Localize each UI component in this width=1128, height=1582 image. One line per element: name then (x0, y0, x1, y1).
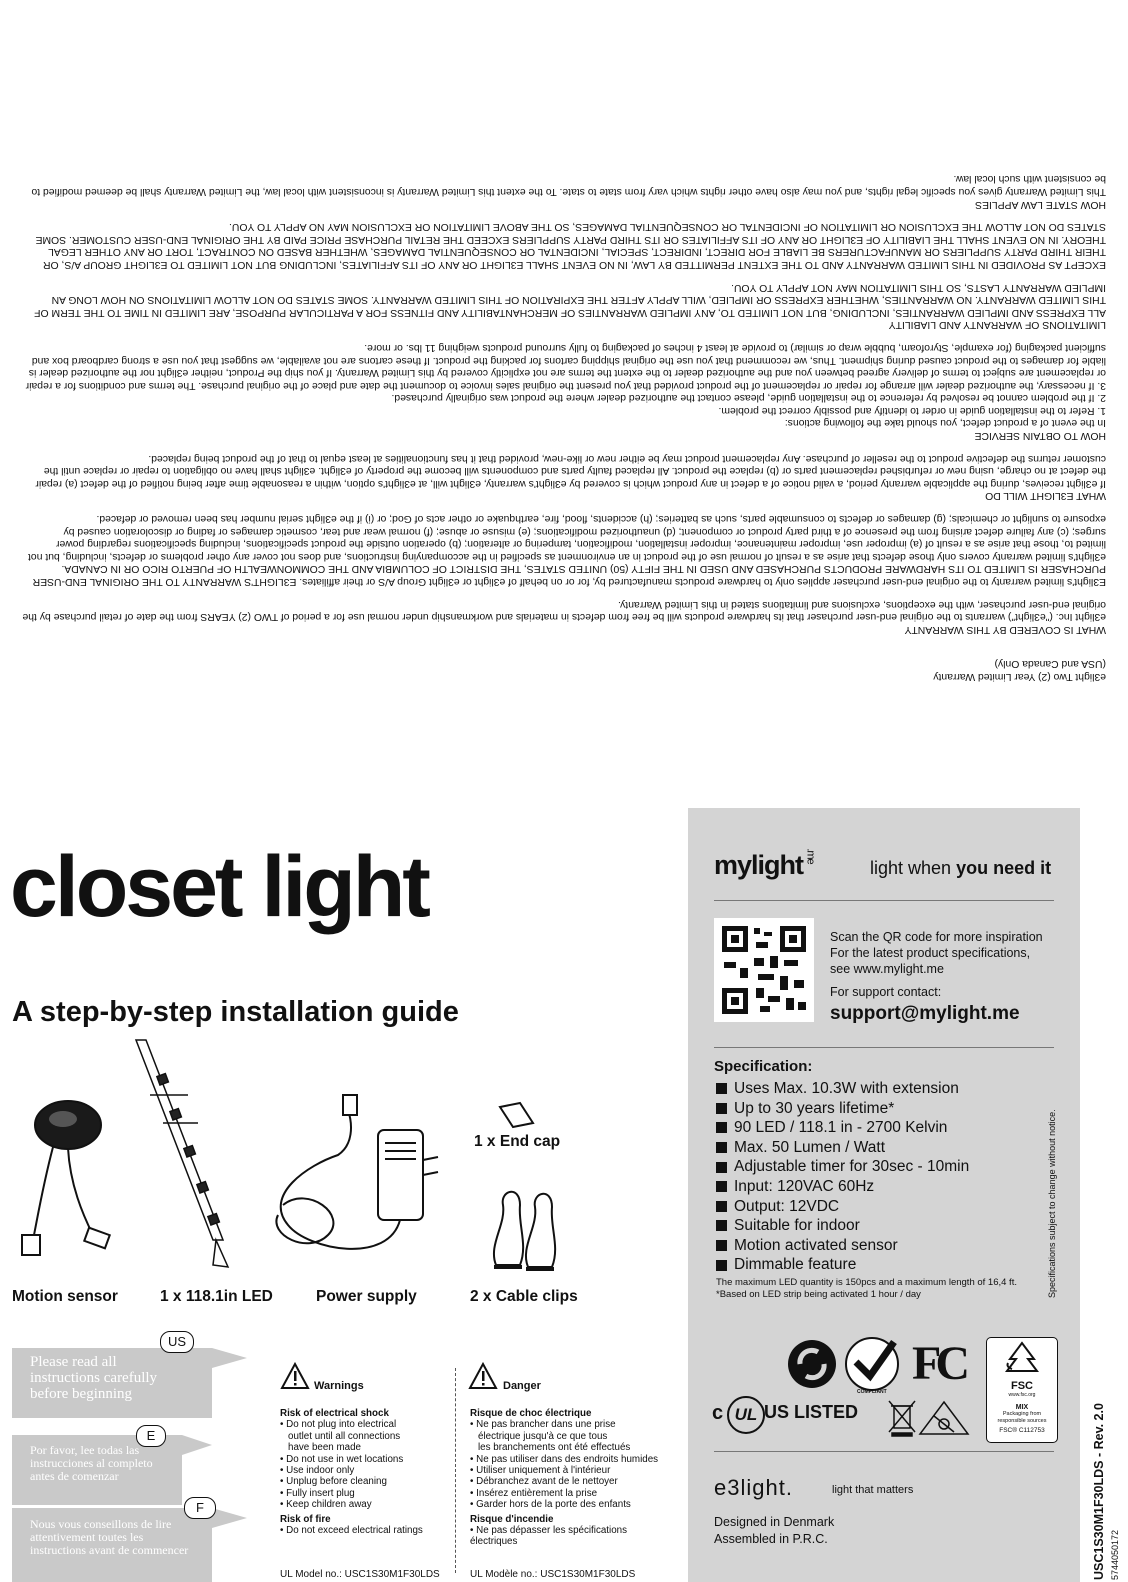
spec-list (716, 1079, 969, 1275)
ul-model-fr: UL Modèle no.: USC1S30M1F30LDS (470, 1569, 636, 1580)
language-text-e: Por favor, lee todas las instrucciones al completo antes de comenzar (30, 1443, 153, 1483)
end-cap-illustration (500, 1103, 533, 1127)
spec-item: Suitable for indoor (716, 1216, 969, 1236)
danger-shock-item: • Utiliser uniquement à l'intérieur (470, 1465, 611, 1477)
warning-triangle-icon (280, 1362, 310, 1390)
language-text-us: Please read all instructions carefully before beginning (30, 1354, 158, 1402)
weee-bin-icon (889, 1401, 915, 1436)
language-text-f: Nous vous conseillons de lire attentivement toutes les instructions avant de commencer (30, 1517, 189, 1557)
power-supply-illustration (276, 1095, 438, 1249)
mylight-logo-suffix: .me (804, 848, 817, 864)
designed-in: Designed in Denmark (714, 1515, 835, 1529)
spec-item: Uses Max. 10.3W with extension (716, 1079, 969, 1099)
danger-shock-item: électrique jusqu'à ce que tous (478, 1430, 608, 1442)
qr-description (830, 929, 1043, 977)
danger-fire-item: • Ne pas dépasser les spécifications électriques (470, 1525, 627, 1548)
product-label-motion-sensor: Motion sensor (12, 1288, 118, 1305)
spec-footnote: The maximum LED quantity is 150pcs and a maximum length of 16,4 ft. (716, 1277, 1017, 1288)
spec-title: Specification: (714, 1058, 813, 1075)
danger-shock-item: • Insérez entièrement la prise (470, 1487, 598, 1499)
warnings-shock-heading: Risk of electrical shock (280, 1408, 389, 1419)
danger-shock-item: • Garder hors de la porte des enfants (470, 1499, 631, 1511)
fsc-site: www.fsc.org (1008, 1392, 1036, 1398)
support-label: For support contact: (830, 985, 942, 999)
disposal-icons (886, 1398, 976, 1438)
language-code-e: E (136, 1425, 166, 1447)
covered-paragraph-2: E3light's limited warranty to the original end-user purchaser applies only to hardware products manufactured by, for or on behalf of e3light or e3light Group A/S or their affiliates. E3LIGHT'S WARRANTY TO THE ORIGINAL END-USER PURCHASER IS LIMITED TO ITS HARDWARE PRODUCTS PURCHASED AND USED IN THE FIFTY (50) UNITED STATES, THE DISTRICT OF COLUMBIA AND THE COMMONWEALTH OF PUERTO RICO OR IN CANADA. e3light's limited warranty covers only those defects that arise as a result of normal use of the product in an environment as specified in the accompanying instructions, and does not cover any other problems or defects, including, but not limited to, those that arise as a result of (a) improper use, improper maintenance, improper installation, modification, tampering or alteration; (b) operation outside the product specifications, including specifications regarding power surges; (c) any failure defect arising from the presence of a third party product or component; (d) unauthorized modifications; (e) misuse or abuse; (f) normal wear and tear, cosmetic damages or fading or discoloration caused by exposure to sunlight or chemicals; (g) damages or defects to consumable parts, such as batteries; (h) accidents, flood, fire, earthquake or other acts of God; or (i) if the e3light serial number has been removed or defaced. (28, 513, 1106, 588)
danger-shock-item: les branchements ont été effectués (478, 1442, 631, 1454)
ul-model-en: UL Model no.: USC1S30M1F30LDS (280, 1569, 440, 1580)
will-do-heading: WHAT E3LIGHT WILL DO (985, 490, 1106, 502)
spec-item: Up to 30 years lifetime* (716, 1099, 969, 1119)
qr-text-line: For the latest product specifications, (830, 946, 1031, 960)
warnings-divider (455, 1368, 456, 1573)
limits-paragraph-1: ALL EXPRESS AND IMPLIED WARRANTIES, INCLUDING, BUT NOT LIMITED TO, ANY IMPLIED WARRANTIES OF MERCHANTABILITY AND FITNESS FOR A PARTICULAR PURPOSE, ARE LIMITED IN TIME TO THE TERM OF THIS LIMITED WARRANTY. NO WARRANTIES, WHETHER EXPRESS OR IMPLIED, WILL APPLY AFTER THE EXPIRATION OF THIS LIMITED WARRANTY. SOME STATES DO NOT ALLOW LIMITATIONS ON HOW LONG AN IMPLIED WARRANTY LASTS, SO THIS LIMITATION MAY NOT APPLY TO YOU. (34, 281, 1106, 318)
danger-triangle-icon (468, 1362, 498, 1390)
fcc-logo: FC (912, 1337, 964, 1390)
law-paragraph: This Limited Warranty gives you specific legal rights, and you may also have other rights which vary from state to state. To the extent this Limited Warranty is inconsistent with local law, the Limited Warranty shall be deemed modified to be consistent with such local law. (31, 173, 1106, 197)
product-code-vertical: USC1S30M1F30LDS - Rev. 2.0 (1092, 1403, 1106, 1580)
ul-logo: UL (727, 1396, 765, 1434)
guide-subtitle: A step-by-step installation guide (12, 996, 459, 1028)
spec-item: Adjustable timer for 30sec - 10min (716, 1157, 969, 1177)
warranty-subtitle: (USA and Canada Only) (994, 658, 1106, 670)
compliant-text: COMPLIANT (857, 1389, 887, 1395)
assembled-in: Assembled in P.R.C. (714, 1532, 828, 1546)
origin-info (714, 1514, 834, 1548)
covered-paragraph-1: e3light Inc. ("e3light") warrants to the original end-user purchaser that its hardware products will be free from defects in materials and workmanship under normal use for a period of TWO (2) YEARS from the date of retail purchase by the original end-user purchaser, with the exceptions, exclusions and limitations stated in this Limited Warranty. (22, 598, 1106, 623)
warranty-section (0, 0, 1128, 700)
e3light-tagline (832, 1484, 913, 1496)
spec-item: Output: 12VDC (716, 1197, 969, 1217)
tagline-need: you need it (956, 858, 1052, 878)
warnings-shock-item: have been made (288, 1442, 361, 1454)
danger-fire-heading: Risque d'incendie (470, 1513, 554, 1525)
product-label-led: 1 x 118.1in LED (160, 1288, 273, 1305)
covered-heading: WHAT IS COVERED BY THIS WARRANTY (904, 623, 1106, 635)
motion-sensor-illustration (22, 1101, 110, 1255)
e3light-tagline-b: that matters (855, 1484, 914, 1496)
mylight-logo-text: mylight (714, 850, 804, 880)
danger-shock-item: • Débranchez avant de le nettoyer (470, 1476, 618, 1488)
spec-footnotes (716, 1277, 1017, 1301)
danger-shock-item: • Ne pas utiliser dans des endroits humides (470, 1453, 659, 1465)
fsc-pack: Packaging from responsible sources (997, 1411, 1047, 1424)
product-label-power-supply: Power supply (316, 1288, 417, 1305)
warnings-fire-heading: Risk of fire (280, 1513, 331, 1525)
danger-shock-heading: Risque de choc électrique (470, 1408, 592, 1419)
warranty-title: e3light Two (2) Year Limited Warranty (933, 671, 1106, 682)
fsc-title: FSC (1011, 1380, 1033, 1392)
mylight-logo (714, 850, 818, 881)
danger-title: Danger (503, 1380, 541, 1392)
e3light-logo: e3light. (714, 1475, 793, 1500)
fsc-tree-icon (1002, 1341, 1042, 1375)
warnings-shock-item: • Fully insert plug (280, 1487, 355, 1499)
service-step-1: 1. Refer to the installation guide in order to identify and possibly correct the problem. (718, 404, 1106, 416)
no-insulation-contact-icon (920, 1402, 968, 1434)
limits-paragraph-2: EXCEPT AS PROVIDED IN THIS LIMITED WARRANTY AND TO THE EXTENT PERMITTED BY LAW, IN NO EVENT SHALL E3LIGHT OR ANY OF ITS AFFILIATES, INCLUDING BUT NOT LIMITED TO E3LIGHT GROUP A/S, OR THEIR THIRD PARTY SUPPLIERS OR MANUFACTURERS BE LIABLE FOR DIRECT, INDIRECT, SPECIAL, INCIDENTAL OR CONSEQUENTIAL DAMAGES, WHETHER BASED ON CONTRACT, TORT OR ANY OTHER LEGAL THEORY. IN NO EVENT SHALL THE LIABILITY OF E3LIGHT OR ANY OF ITS AFFILIATES OR ITS THIRD PARTY SUPPLIERS EXCEED THE RETAIL PURCHASE PRICE PAID BY THE ORIGINAL END-USER CUSTOMER. SOME STATES DO NOT ALLOW THE EXCLUSION OR LIMITATION OF INCIDENTAL OR CONSEQUENTIAL DAMAGES, SO THE ABOVE LIMITATION OR EXCLUSION MAY NO APPLY TO YOU. (35, 221, 1106, 270)
service-step-2: 2. If the problem cannot be resolved by reference to the installation guide, please contact the authorized dealer where the product was originally purchased. (391, 392, 1106, 404)
ul-c-mark: c (712, 1402, 724, 1424)
product-illustrations (8, 1035, 608, 1280)
fsc-logo (986, 1337, 1058, 1443)
warnings-en-column (280, 1408, 445, 1536)
danger-shock-item: • Ne pas brancher dans une prise (470, 1419, 616, 1431)
warnings-shock-item: outlet until all connections (288, 1430, 401, 1442)
service-intro: In the event of a product defect, you should take the following actions: (784, 417, 1106, 429)
warnings-title: Warnings (314, 1380, 364, 1392)
support-email-link[interactable]: support@mylight.me (830, 1003, 1020, 1024)
limits-heading: LIMITATIONS OF WARRANTY AND LIABILITY (888, 319, 1106, 331)
spec-footnote: *Based on LED strip being activated 1 hour / day (716, 1289, 921, 1300)
warnings-shock-item: • Use indoor only (280, 1465, 355, 1477)
qr-text-line: see www.mylight.me (830, 962, 944, 976)
warnings-shock-item: • Keep children away (280, 1499, 372, 1511)
qr-text-line: Scan the QR code for more inspiration (830, 930, 1043, 944)
e3light-tagline-a: light (832, 1484, 853, 1496)
warnings-fire-item: • Do not exceed electrical ratings (280, 1525, 423, 1537)
spec-item: 90 LED / 118.1 in - 2700 Kelvin (716, 1118, 969, 1138)
spec-item: Dimmable feature (716, 1255, 969, 1275)
warnings-fr-column (470, 1408, 670, 1548)
panel-divider-2 (714, 1047, 1054, 1048)
mylight-tagline (870, 858, 1051, 879)
tagline-light: light when (870, 858, 952, 878)
ul-listed-text: US LISTED (764, 1402, 859, 1422)
language-code-f: F (184, 1497, 216, 1519)
fsc-code: FSC® C112753 (999, 1427, 1045, 1434)
law-heading: HOW STATE LAW APPLIES (975, 198, 1106, 210)
spec-item: Max. 50 Lumen / Watt (716, 1138, 969, 1158)
service-step-3: 3. If necessary, the authorized dealer will arrange for repair or replacement of the product provided that you present the original sales invoice to document the date and place of the original purchase. The terms and conditions for a repair or replacement are subject to terms of delivery agreed between you and the authorized dealer to the extent the terms are not explicitly covered by this Limited Warranty. If you ship the Product, neither e3light nor the authorized dealer is liable for damages to the product caused during shipment. Thus, we recommend that you use the original shipping cartons for packing the product. If these cartons are not available, we suggest that you use a strong cardboard box and sufficient packaging (for example, Styrofoam, bubble wrap or similar) to provide at least 4 inches of packaging to fully surround products weighing 11 lbs. or more. (25, 341, 1106, 391)
panel-divider-3 (714, 1451, 1054, 1452)
warnings-shock-item: • Unplug before cleaning (280, 1476, 387, 1488)
compliant-badge-icon (846, 1338, 898, 1390)
end-cap-label: 1 x End cap (474, 1133, 561, 1150)
guide-title: closet light (10, 839, 428, 935)
language-code-us: US (160, 1331, 194, 1353)
spec-item: Motion activated sensor (716, 1236, 969, 1256)
spec-side-note: Specifications subject to change without notice. (1047, 1109, 1057, 1298)
warnings-shock-item: • Do not plug into electrical (280, 1419, 397, 1431)
product-label-cable-clips: 2 x Cable clips (470, 1288, 578, 1305)
warnings-shock-item: • Do not use in wet locations (280, 1453, 404, 1465)
cable-clips-illustration (494, 1192, 555, 1269)
will-do-paragraph: If e3light receives, during the applicable warranty period, a valid notice of a defect in any product which is covered by e3light's warranty, e3light will, at e3light's option, within a reasonable time after being notified of the defect (a) repair the defect at no charge, using new or refurbished replacement parts or (b) replace the product. All replaced faulty parts and components will become the property of e3light. e3light shall have no obligation to repair or replace until the customer returns the defective product to the reseller of purchase. Any replacement product may be either new or like-new, provided that it has functionalities at least equal to that of the product being replaced. (35, 452, 1106, 489)
spec-item: Input: 120VAC 60Hz (716, 1177, 969, 1197)
service-heading: HOW TO OBTAIN SERVICE (974, 430, 1106, 442)
qr-code-icon (714, 918, 814, 1022)
panel-divider-1 (714, 900, 1054, 901)
led-strip-illustration (136, 1040, 228, 1267)
recycle-icon (788, 1340, 836, 1388)
barcode-number-vertical: 5744050172 (1110, 1529, 1120, 1580)
fsc-mix: MIX (1015, 1404, 1029, 1411)
